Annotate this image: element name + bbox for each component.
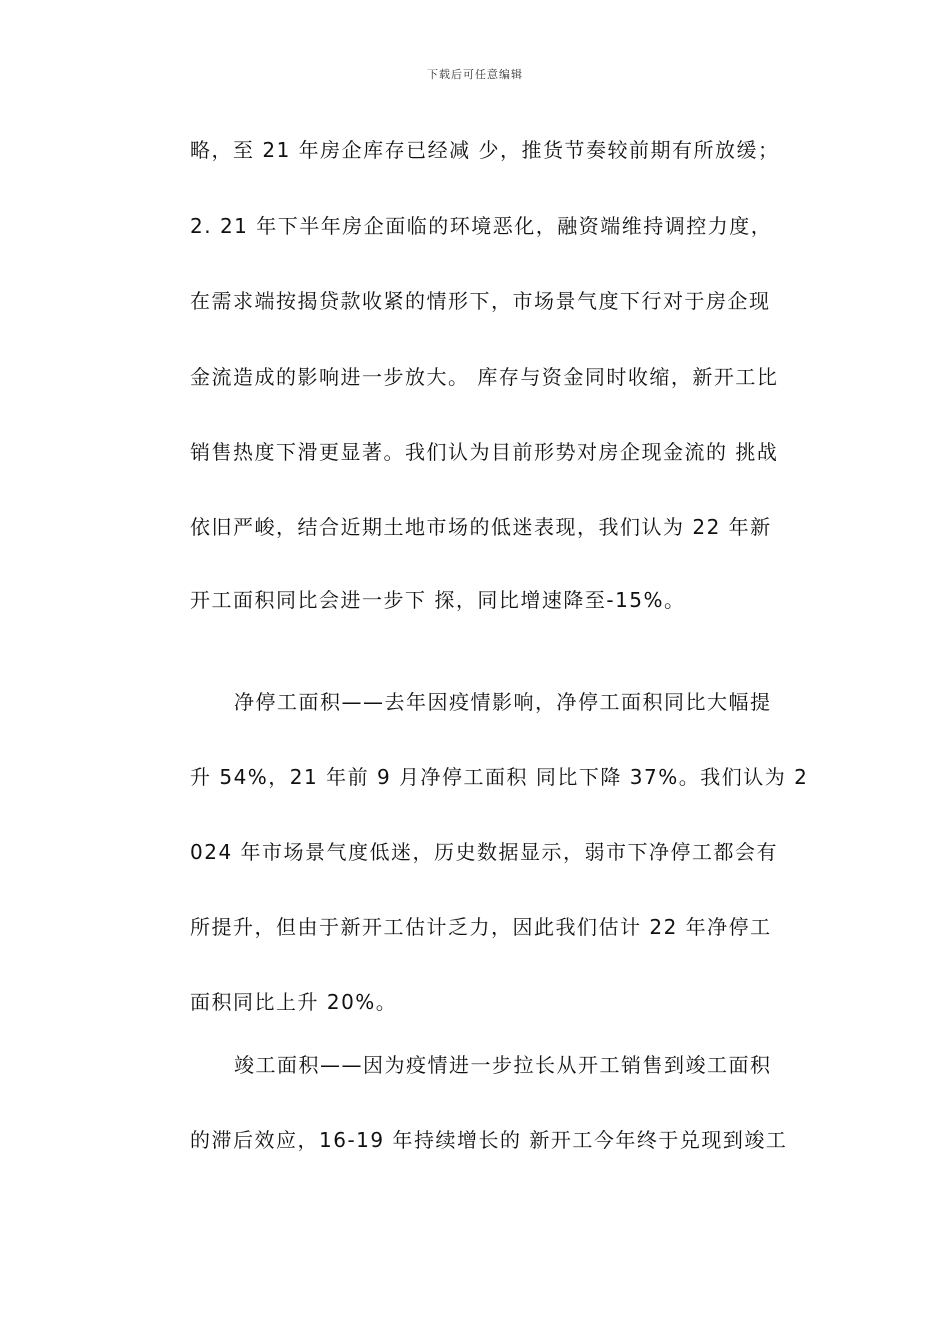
body-text-line: 依旧严峻，结合近期土地市场的低迷表现，我们认为 22 年新 bbox=[190, 515, 772, 539]
body-text-line: 的滞后效应，16-19 年持续增长的 新开工今年终于兑现到竣工 bbox=[190, 1128, 788, 1152]
body-text-line: 面积同比上升 20%。 bbox=[190, 990, 398, 1014]
body-text-line: 升 54%，21 年前 9 月净停工面积 同比下降 37%。我们认为 2 bbox=[190, 765, 809, 789]
body-text-line: 略，至 21 年房企库存已经减 少，推货节奏较前期有所放缓； bbox=[190, 138, 780, 162]
body-text-line: 在需求端按揭贷款收紧的情形下，市场景气度下行对于房企现 bbox=[190, 289, 771, 313]
body-text-line: 024 年市场景气度低迷，历史数据显示，弱市下净停工都会有 bbox=[190, 840, 779, 864]
paragraph-first-line: 净停工面积——去年因疫情影响，净停工面积同比大幅提 bbox=[234, 690, 772, 714]
body-text-line: 2. 21 年下半年房企面临的环境恶化，融资端维持调控力度， bbox=[190, 214, 773, 238]
body-text-line: 金流造成的影响进一步放大。 库存与资金同时收缩，新开工比 bbox=[190, 365, 779, 389]
body-text-line: 所提升，但由于新开工估计乏力，因此我们估计 22 年净停工 bbox=[190, 915, 772, 939]
paragraph-first-line: 竣工面积——因为疫情进一步拉长从开工销售到竣工面积 bbox=[234, 1053, 772, 1077]
page-header: 下载后可任意编辑 bbox=[427, 68, 523, 81]
body-text-line: 销售热度下滑更显著。我们认为目前形势对房企现金流的 挑战 bbox=[190, 440, 779, 464]
body-text-line: 开工面积同比会进一步下 探，同比增速降至-15%。 bbox=[190, 588, 686, 612]
